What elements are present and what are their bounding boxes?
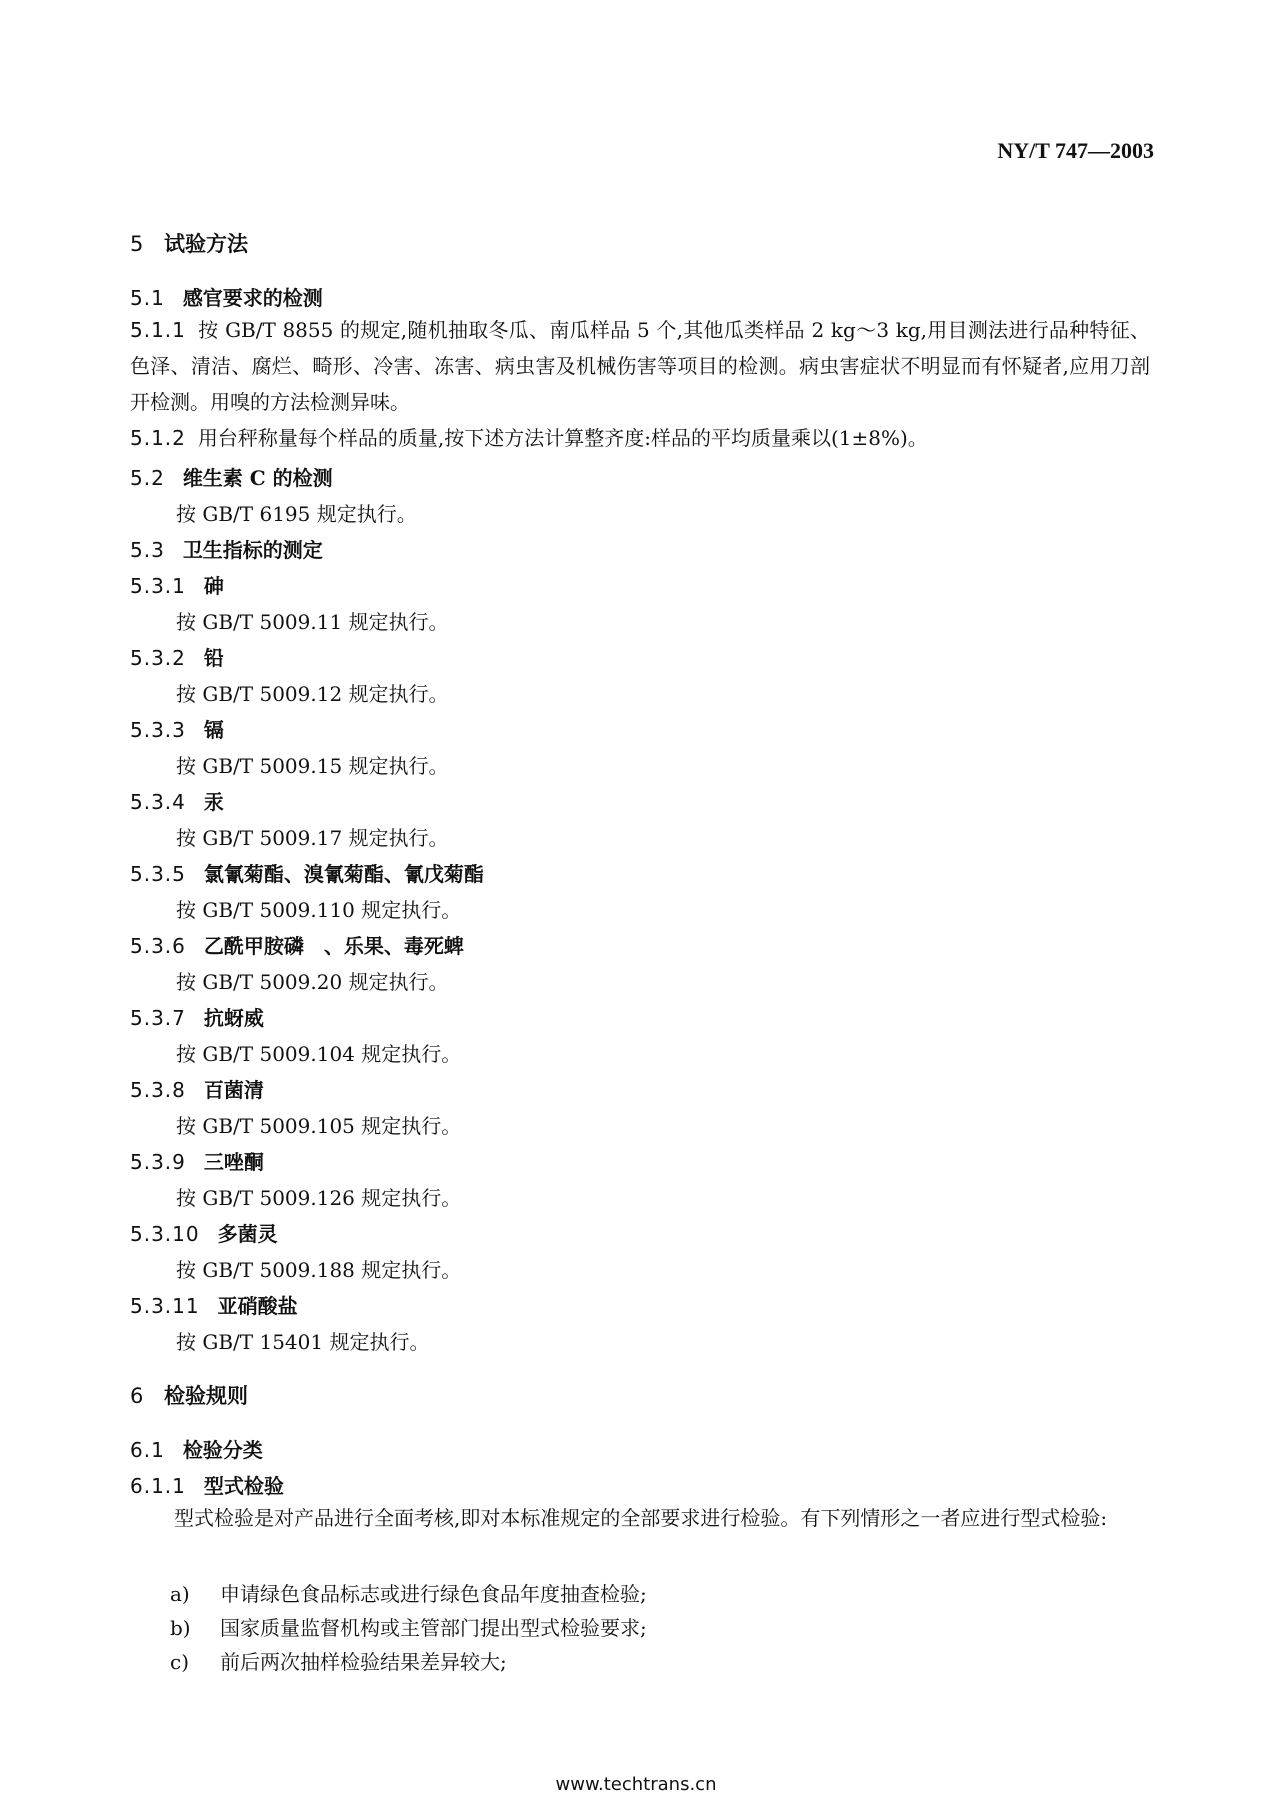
- subsection-heading: [130, 570, 224, 599]
- section-title: 型式检验: [203, 1474, 284, 1498]
- subsection-title: 汞: [203, 790, 224, 814]
- section-number: 6.1: [130, 1438, 165, 1462]
- section-title: 卫生指标的测定: [182, 538, 323, 562]
- section-title: 试验方法: [164, 231, 248, 256]
- section-number: 5.3: [130, 538, 165, 562]
- clause-number: 5.1.2: [130, 426, 186, 450]
- subsection-title: 三唑酮: [203, 1150, 264, 1174]
- list-item: [170, 1612, 647, 1641]
- section-6-1-1-text: 型式检验是对产品进行全面考核,即对本标准规定的全部要求进行检验。有下列情形之一者应进行型式检验:: [174, 1506, 1108, 1530]
- subsection-title: 抗蚜威: [203, 1006, 264, 1030]
- clause-5-1-1: [130, 312, 1150, 420]
- subsection-number: 5.3.10: [130, 1222, 200, 1246]
- subsection-number: 5.3.7: [130, 1006, 186, 1030]
- subsection-heading: [130, 1002, 264, 1031]
- section-6-heading: [130, 1380, 248, 1410]
- section-6-1-1-heading: [130, 1470, 284, 1499]
- list-marker: c): [170, 1650, 190, 1674]
- clause-5-1-2: [130, 420, 1150, 456]
- list-marker: a): [170, 1582, 190, 1606]
- subsection-title: 氯氰菊酯、溴氰菊酯、氰戊菊酯: [203, 862, 484, 886]
- section-5-1-heading: [130, 282, 323, 311]
- subsection-heading: [130, 1218, 278, 1247]
- subsection-text: 按 GB/T 5009.11 规定执行。: [176, 610, 449, 634]
- subsection-heading: [130, 714, 224, 743]
- list-text: 申请绿色食品标志或进行绿色食品年度抽查检验;: [220, 1582, 647, 1606]
- section-6-1-heading: [130, 1434, 263, 1463]
- subsection-number: 5.3.8: [130, 1078, 186, 1102]
- section-number: 6: [130, 1384, 145, 1408]
- subsection-heading: [130, 786, 224, 815]
- section-5-2-text: 按 GB/T 6195 规定执行。: [176, 502, 417, 526]
- section-5-heading: [130, 228, 248, 258]
- section-title: 检验分类: [182, 1438, 263, 1462]
- subsection-number: 5.3.2: [130, 646, 186, 670]
- subsection-title: 亚硝酸盐: [217, 1294, 298, 1318]
- list-item: [170, 1646, 507, 1675]
- list-text: 前后两次抽样检验结果差异较大;: [220, 1650, 507, 1674]
- clause-number: 5.1.1: [130, 318, 186, 342]
- subsection-title: 铅: [203, 646, 224, 670]
- section-5-3-heading: [130, 534, 323, 563]
- subsection-text: 按 GB/T 5009.126 规定执行。: [176, 1186, 462, 1210]
- subsection-text: 按 GB/T 5009.12 规定执行。: [176, 682, 449, 706]
- subsection-title: 砷: [203, 574, 224, 598]
- subsection-number: 5.3.6: [130, 934, 186, 958]
- subsection-text: 按 GB/T 5009.110 规定执行。: [176, 898, 462, 922]
- list-marker: b): [170, 1616, 191, 1640]
- clause-text: 按 GB/T 8855 的规定,随机抽取冬瓜、南瓜样品 5 个,其他瓜类样品 2 kg～3 kg,用目测法进行品种特征、色泽、清洁、腐烂、畸形、冷害、冻害、病虫害及机械伤害等项目的检测。病虫害症状不明显而有怀疑者,应用刀剖开检测。用嗅的方法检测异味。: [130, 318, 1150, 414]
- subsection-title: 乙酰甲胺磷 、乐果、毒死蜱: [203, 934, 464, 958]
- subsection-number: 5.3.9: [130, 1150, 186, 1174]
- subsection-number: 5.3.11: [130, 1294, 200, 1318]
- subsection-text: 按 GB/T 5009.188 规定执行。: [176, 1258, 462, 1282]
- section-5-2-heading: [130, 462, 333, 491]
- section-number: 6.1.1: [130, 1474, 186, 1498]
- subsection-heading: [130, 1074, 264, 1103]
- clause-text: 用台秤称量每个样品的质量,按下述方法计算整齐度:样品的平均质量乘以(1±8%)。: [197, 426, 928, 450]
- subsection-heading: [130, 858, 484, 887]
- subsection-text: 按 GB/T 5009.105 规定执行。: [176, 1114, 462, 1138]
- list-text: 国家质量监督机构或主管部门提出型式检验要求;: [220, 1616, 647, 1640]
- subsection-text: 按 GB/T 5009.15 规定执行。: [176, 754, 449, 778]
- section-title: 检验规则: [164, 1383, 248, 1408]
- subsection-heading: [130, 930, 464, 959]
- subsection-heading: [130, 1290, 298, 1319]
- section-number: 5.1: [130, 286, 165, 310]
- subsection-number: 5.3.3: [130, 718, 186, 742]
- subsection-title: 多菌灵: [217, 1222, 278, 1246]
- subsection-text: 按 GB/T 5009.17 规定执行。: [176, 826, 449, 850]
- subsection-title: 百菌清: [203, 1078, 264, 1102]
- list-item: [170, 1578, 647, 1607]
- subsection-number: 5.3.1: [130, 574, 186, 598]
- subsection-number: 5.3.5: [130, 862, 186, 886]
- section-number: 5.2: [130, 466, 165, 490]
- footer-website: www.techtrans.cn: [555, 1774, 717, 1795]
- section-title: 感官要求的检测: [182, 286, 323, 310]
- subsection-text: 按 GB/T 15401 规定执行。: [176, 1330, 430, 1354]
- subsection-title: 镉: [203, 718, 224, 742]
- document-number: NY/T 747—2003: [997, 138, 1154, 163]
- subsection-heading: [130, 642, 224, 671]
- subsection-heading: [130, 1146, 264, 1175]
- subsection-text: 按 GB/T 5009.20 规定执行。: [176, 970, 449, 994]
- subsection-number: 5.3.4: [130, 790, 186, 814]
- section-title: 维生素 C 的检测: [182, 466, 333, 490]
- section-number: 5: [130, 232, 145, 256]
- subsection-text: 按 GB/T 5009.104 规定执行。: [176, 1042, 462, 1066]
